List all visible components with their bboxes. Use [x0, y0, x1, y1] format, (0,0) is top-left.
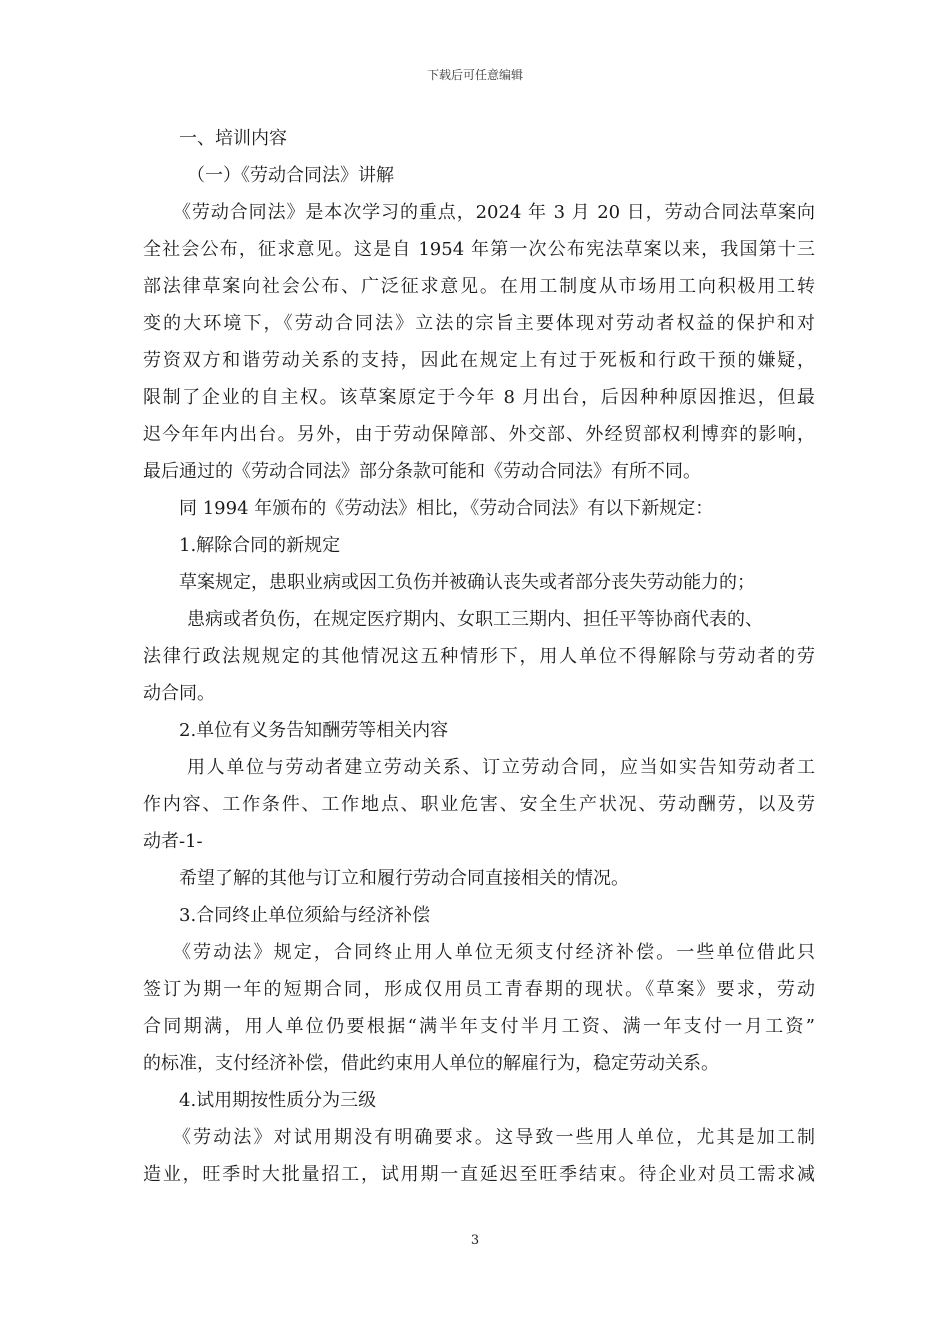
- text-line: 动合同。: [143, 683, 215, 704]
- text-line: 变的大环境下，《劳动合同法》立法的宗旨主要体现对劳动者权益的保护和对: [143, 313, 815, 334]
- text-line: 部法律草案向社会公布、广泛征求意见。在用工制度从市场用工向积极用工转: [143, 276, 815, 297]
- text-line: 1.解除合同的新规定: [179, 535, 341, 556]
- text-line: 全社会公布，征求意见。这是自 1954 年第一次公布宪法草案以来，我国第十三: [143, 239, 815, 260]
- text-line: 《劳动合同法》是本次学习的重点，2024 年 3 月 20 日，劳动合同法草案向: [173, 202, 815, 223]
- text-line: 的标准，支付经济补偿，借此约束用人单位的解雇行为，稳定劳动关系。: [143, 1053, 719, 1074]
- text-line: 签订为期一年的短期合同，形成仅用员工青春期的现状。《草案》要求，劳动: [143, 979, 815, 1000]
- text-line: 最后通过的《劳动合同法》部分条款可能和《劳动合同法》有所不同。: [143, 461, 701, 482]
- text-line: 作内容、工作条件、工作地点、职业危害、安全生产状况、劳动酬劳，以及劳: [143, 794, 815, 815]
- text-line: 法律行政法规规定的其他情况这五种情形下，用人单位不得解除与劳动者的劳: [143, 646, 815, 667]
- text-line: 动者-1-: [143, 831, 203, 852]
- text-line: 合同期满，用人单位仍要根据“满半年支付半月工资、满一年支付一月工资”: [143, 1016, 815, 1037]
- text-line: 造业，旺季时大批量招工，试用期一直延迟至旺季结束。待企业对员工需求减: [143, 1164, 815, 1185]
- document-body: [143, 120, 815, 1193]
- page-header: 下载后可任意编辑: [426, 68, 523, 82]
- text-line: 3.合同终止单位须給与经济补偿: [179, 905, 431, 926]
- text-line: 同 1994 年颁布的《劳动法》相比，《劳动合同法》有以下新规定：: [179, 498, 714, 519]
- text-line: 用人单位与劳动者建立劳动关系、订立劳动合同，应当如实告知劳动者工: [187, 757, 815, 778]
- text-line: 希望了解的其他与订立和履行劳动合同直接相关的情况。: [179, 868, 629, 889]
- text-line: 劳资双方和谐劳动关系的支持，因此在规定上有过于死板和行政干预的嫌疑，: [143, 350, 815, 371]
- text-line: 草案规定，患职业病或因工负伤并被确认丧失或者部分丧失劳动能力的；: [179, 572, 755, 593]
- text-line: 《劳动法》对试用期没有明确要求。这导致一些用人单位，尤其是加工制: [173, 1127, 815, 1148]
- text-line: 迟今年年内出台。另外，由于劳动保障部、外交部、外经贸部权利博弈的影响，: [143, 424, 815, 445]
- text-line: 一、培训内容: [179, 128, 287, 149]
- text-line: 《劳动法》规定，合同终止用人单位无须支付经济补偿。一些单位借此只: [173, 942, 815, 963]
- text-line: 限制了企业的自主权。该草案原定于今年 8 月出台，后因种种原因推迟，但最: [143, 387, 815, 408]
- text-line: 2.单位有义务告知酬劳等相关内容: [179, 720, 449, 741]
- text-line: 4.试用期按性质分为三级: [179, 1090, 377, 1111]
- page-number: 3: [470, 1233, 480, 1248]
- text-line: 患病或者负伤，在规定医疗期内、女职工三期内、担任平等协商代表的、: [187, 609, 763, 630]
- text-line: （一）《劳动合同法》讲解: [187, 165, 394, 186]
